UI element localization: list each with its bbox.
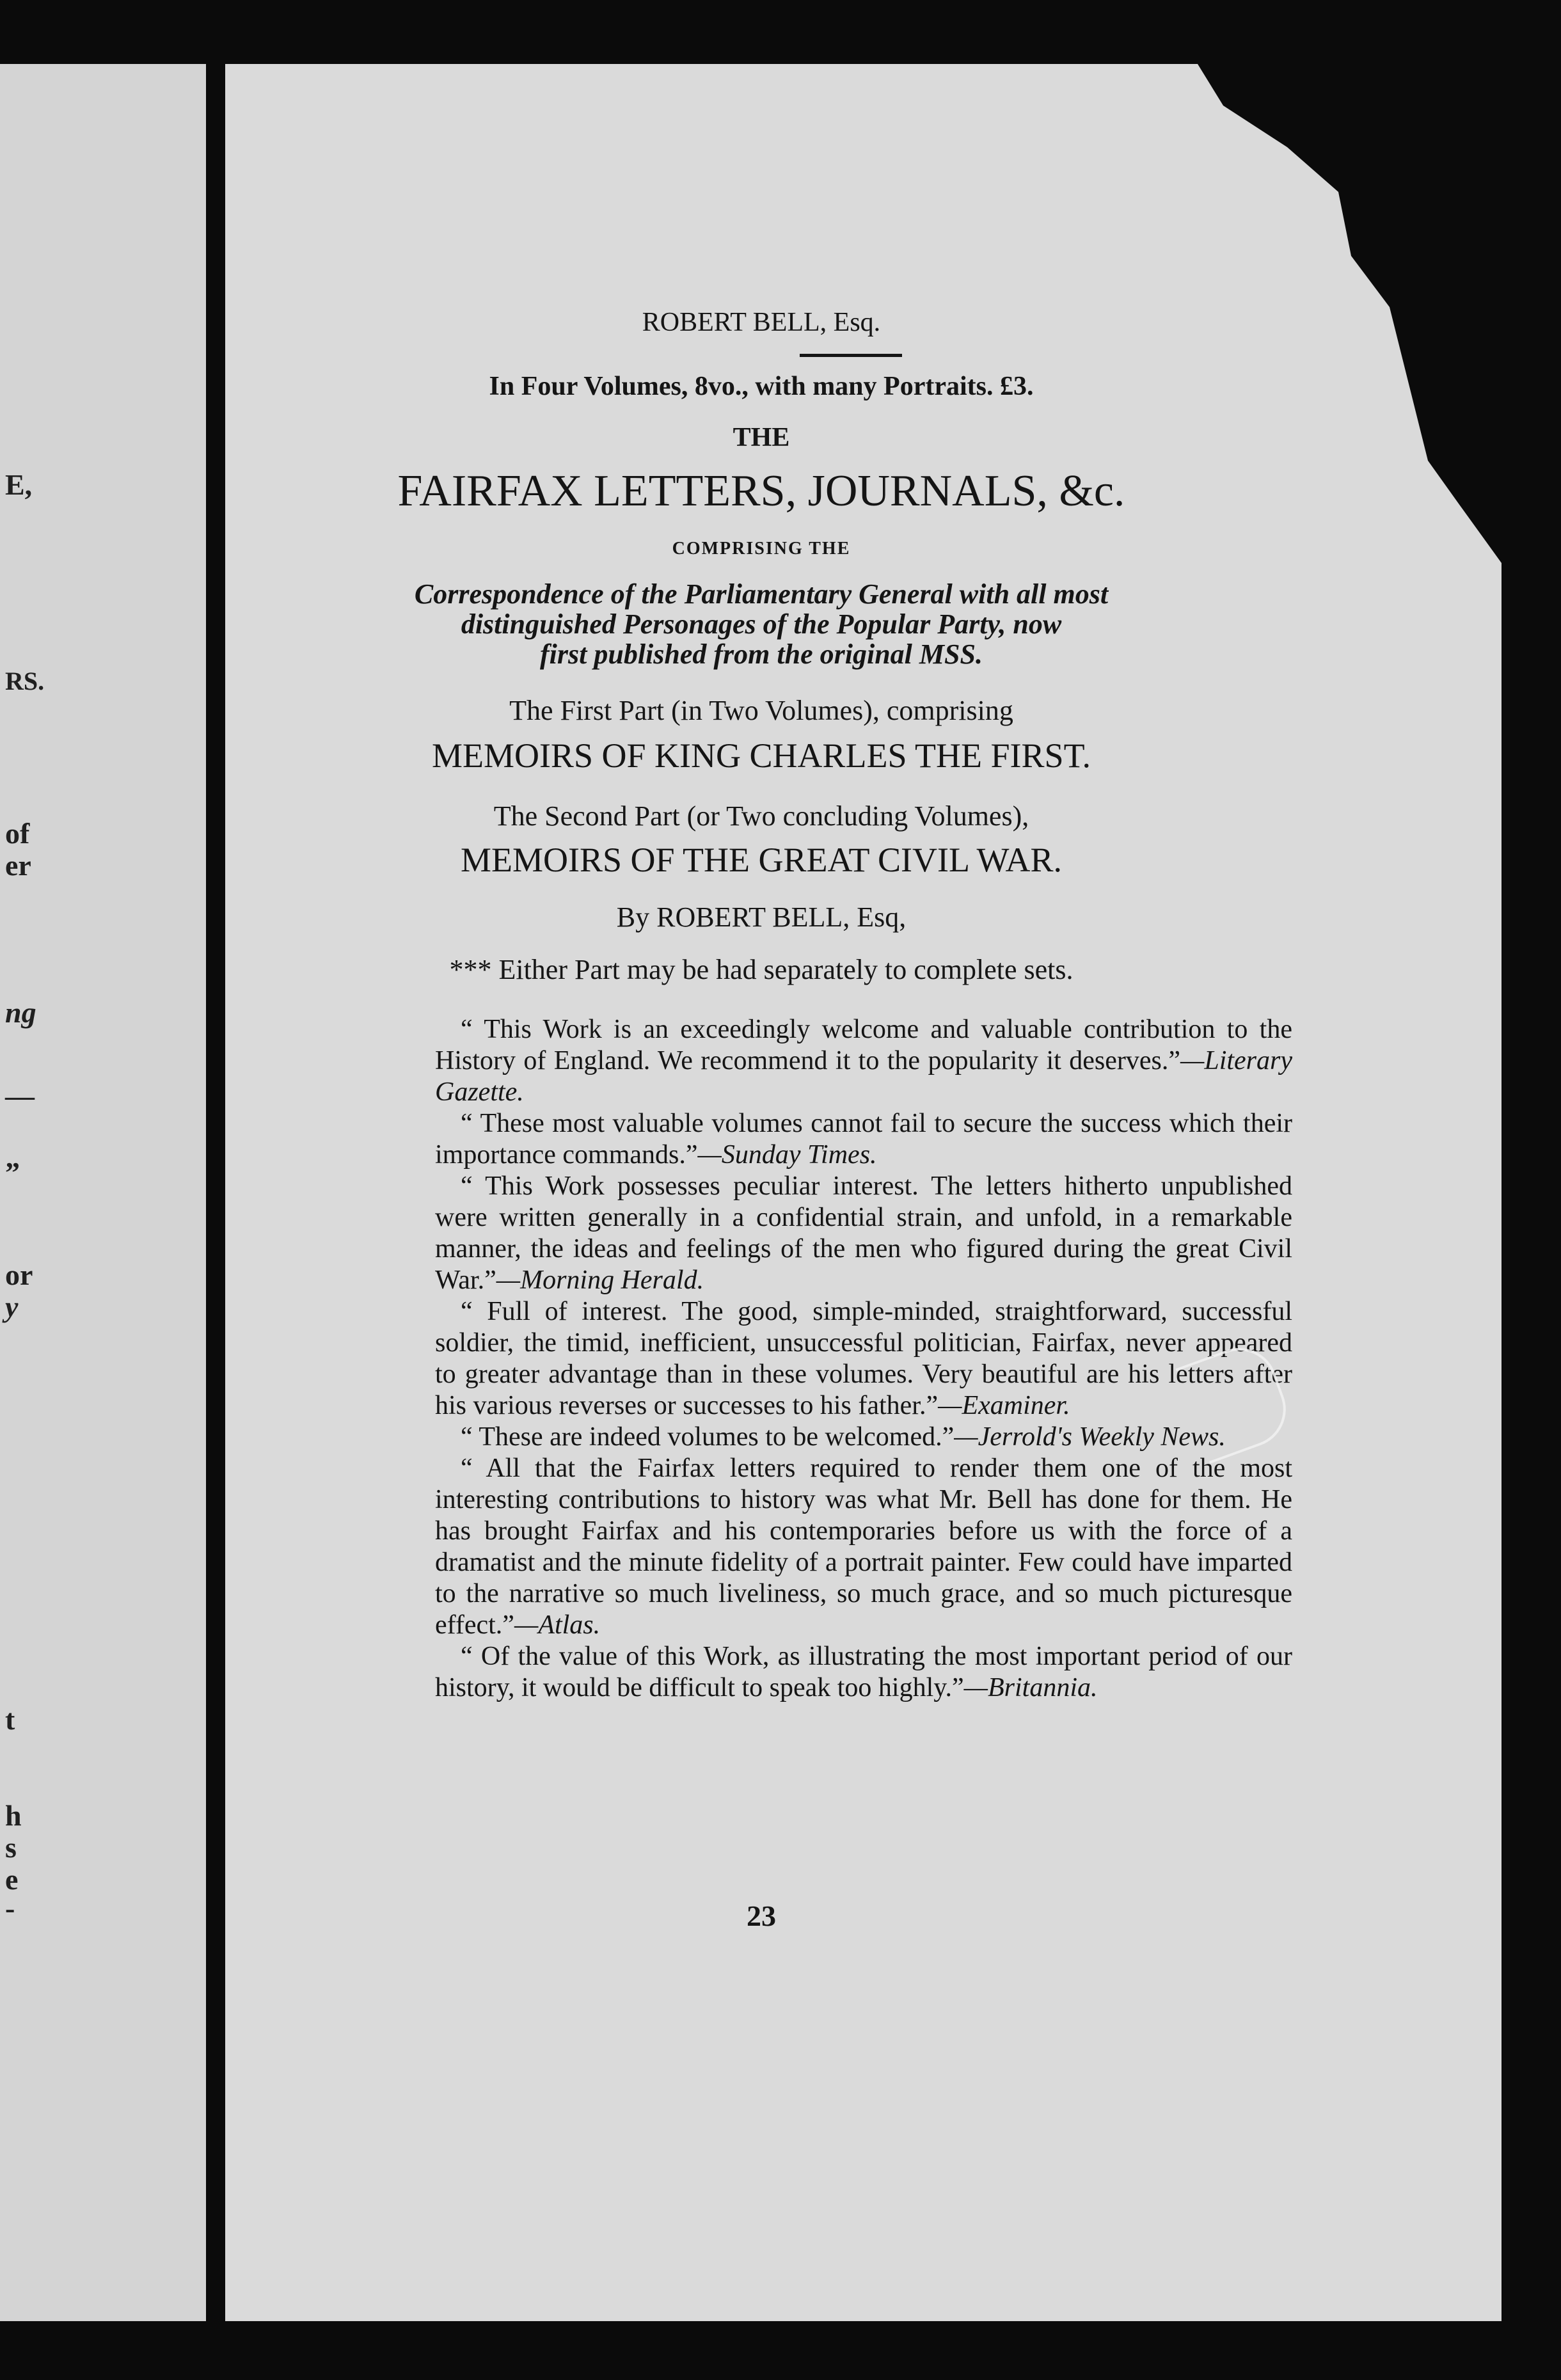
review-source: —Literary Gazette. [435,1046,1292,1107]
left-fragment: y [5,1290,19,1323]
left-fragment: E, [5,468,33,501]
review-paragraph [435,1641,1292,1704]
subtitle [205,579,1318,669]
reviews-block [435,1014,1292,1704]
either-part-note: *** Either Part may be had separately to complete sets. [449,954,1074,985]
left-fragment: e [5,1863,19,1896]
subtitle-line: first published from the original MSS. [540,639,983,670]
review-paragraph [435,1171,1292,1296]
review-source: —Atlas. [514,1610,601,1640]
review-source: —Jerrold's Weekly News. [954,1422,1226,1452]
comprising-label: COMPRISING THE [672,539,851,559]
review-paragraph [435,1108,1292,1171]
heading-rule [800,354,902,357]
main-title: FAIRFAX LETTERS, JOURNALS, &c. [397,466,1125,516]
subtitle-line: distinguished Personages of the Popular Party, now [461,608,1062,640]
review-quote: “ Of the value of this Work, as illustrating the most important period of our history, it would be difficult to speak too highly.” [435,1642,1292,1702]
left-fragment: h [5,1799,22,1832]
review-quote: “ All that the Fairfax letters required to render them one of the most interesting contributions to history was what Mr. Bell has done for them. He has brought Fairfax and his contemporaries before us with the force of a dramatist and the minute fidelity of a portrait painter. Few could have imparted to the narrative so much liveliness, so much grace, and so much picturesque effect.” [435,1454,1292,1640]
title-the: THE [733,423,790,452]
left-fragment: s [5,1831,17,1864]
review-quote: “ Full of interest. The good, simple-minded, straightforward, successful soldier, the timid, inefficient, unsuccessful politician, Fairfax, never appeared to greater advantage than in these volumes. Very beautiful are his letters after his various reverses or successes to his father.” [435,1297,1292,1420]
second-part-line: The Second Part (or Two concluding Volumes), [493,800,1029,832]
review-source: —Sunday Times. [697,1140,877,1170]
left-fragment: ” [5,1156,20,1189]
left-fragment: of [5,817,30,850]
subtitle-line: Correspondence of the Parliamentary General with all most [414,578,1109,610]
review-source: —Britannia. [963,1673,1098,1702]
review-quote: “ This Work possesses peculiar interest. The letters hitherto unpublished were written generally in a confidential strain, and unfold, in a remarkable manner, the ideas and feelings of the men who figured during the great Civil War.” [435,1171,1292,1295]
left-page-edge [0,64,210,2321]
review-quote: “ These are indeed volumes to be welcomed.” [461,1422,955,1452]
first-part-title: MEMOIRS OF KING CHARLES THE FIRST. [431,736,1091,775]
left-fragment: - [5,1892,15,1924]
review-paragraph [435,1453,1292,1641]
first-part-line: The First Part (in Two Volumes), comprising [509,695,1013,726]
review-quote: “ This Work is an exceedingly welcome and valuable contribution to the History of England. We recommend it to the popularity it deserves.” [435,1015,1292,1075]
left-fragment: ng [5,996,36,1029]
left-fragment: RS. [5,667,45,695]
review-quote: “ These most valuable volumes cannot fail to secure the success which their importance commands.” [435,1109,1292,1170]
review-source: —Morning Herald. [496,1265,704,1295]
review-source: —Examiner. [938,1391,1070,1420]
author-heading: ROBERT BELL, Esq. [642,308,881,337]
review-paragraph [435,1014,1292,1108]
by-line: By ROBERT BELL, Esq, [616,901,907,933]
review-paragraph [435,1296,1292,1422]
left-fragment: er [5,849,31,882]
left-fragment: t [5,1703,15,1736]
second-part-title: MEMOIRS OF THE GREAT CIVIL WAR. [460,841,1063,879]
book-gutter [206,64,228,2321]
left-fragment: or [5,1258,33,1291]
review-paragraph [435,1422,1292,1453]
edition-line: In Four Volumes, 8vo., with many Portraits. £3. [489,372,1034,401]
page-number: 23 [747,1900,776,1932]
left-fragment: — [5,1079,35,1112]
